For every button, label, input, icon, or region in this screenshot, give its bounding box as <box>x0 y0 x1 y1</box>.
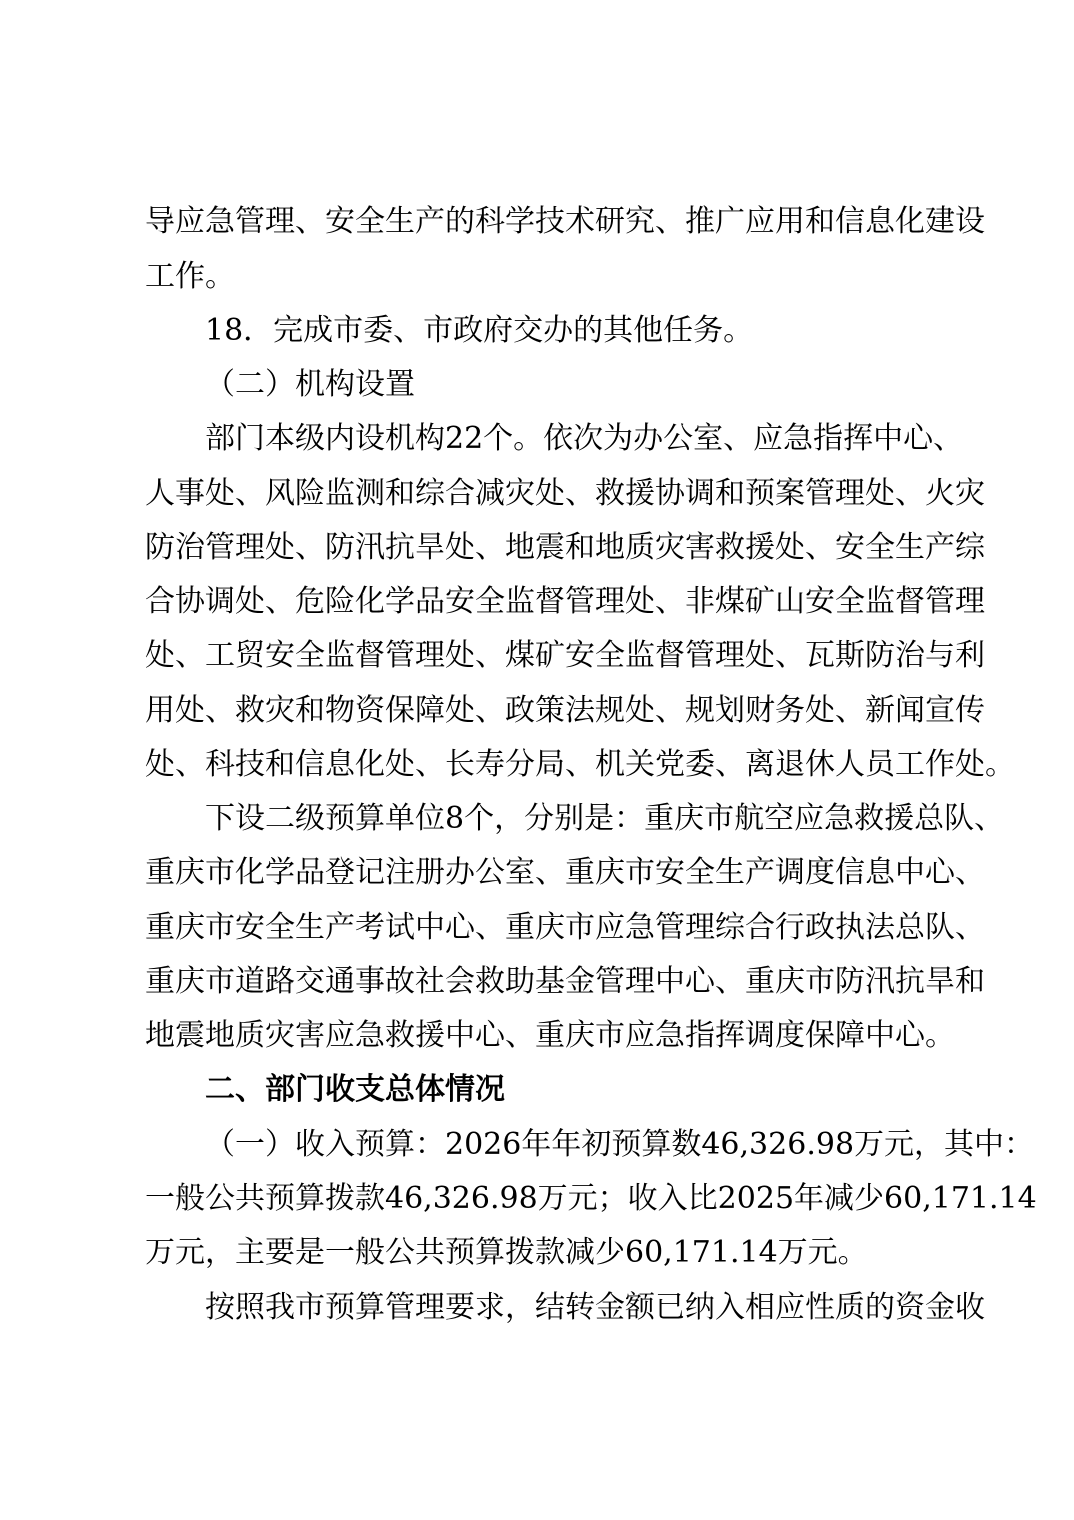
paragraph-line: 人事处、风险监测和综合减灾处、救援协调和预案管理处、火灾 <box>145 476 985 511</box>
paragraph-line: 重庆市安全生产考试中心、重庆市应急管理综合行政执法总队、 <box>145 910 985 945</box>
paragraph-line: 重庆市化学品登记注册办公室、重庆市安全生产调度信息中心、 <box>145 855 985 890</box>
paragraph-line: 处、工贸安全监督管理处、煤矿安全监督管理处、瓦斯防治与利 <box>145 638 985 673</box>
paragraph-line: 防治管理处、防汛抗旱处、地震和地质灾害救援处、安全生产综 <box>145 530 985 565</box>
paragraph-line: 重庆市道路交通事故社会救助基金管理中心、重庆市防汛抗旱和 <box>145 964 985 999</box>
paragraph-line: 地震地质灾害应急救援中心、重庆市应急指挥调度保障中心。 <box>145 1018 955 1053</box>
paragraph-line: 下设二级预算单位8个，分别是：重庆市航空应急救援总队、 <box>205 801 1005 836</box>
paragraph-line: 处、科技和信息化处、长寿分局、机关党委、离退休人员工作处。 <box>145 747 1015 782</box>
paragraph-line: 一般公共预算拨款46,326.98万元；收入比2025年减少60,171.14 <box>145 1181 1037 1216</box>
paragraph-line: （一）收入预算：2026年年初预算数46,326.98万元，其中： <box>205 1127 1035 1162</box>
paragraph-line: 按照我市预算管理要求，结转金额已纳入相应性质的资金收 <box>205 1290 985 1325</box>
paragraph-line: 工作。 <box>145 259 235 294</box>
paragraph-line: 合协调处、危险化学品安全监督管理处、非煤矿山安全监督管理 <box>145 584 985 619</box>
paragraph-line: 用处、救灾和物资保障处、政策法规处、规划财务处、新闻宣传 <box>145 693 985 728</box>
section-heading-org-structure: （二）机构设置 <box>205 367 415 402</box>
paragraph-line: 导应急管理、安全生产的科学技术研究、推广应用和信息化建设 <box>145 204 985 239</box>
paragraph-line: 万元，主要是一般公共预算拨款减少60,171.14万元。 <box>145 1235 868 1270</box>
paragraph-line: 部门本级内设机构22个。依次为办公室、应急指挥中心、 <box>205 421 964 456</box>
list-item-18: 18．完成市委、市政府交办的其他任务。 <box>205 313 754 348</box>
section-heading-budget-overview: 二、部门收支总体情况 <box>205 1072 505 1107</box>
